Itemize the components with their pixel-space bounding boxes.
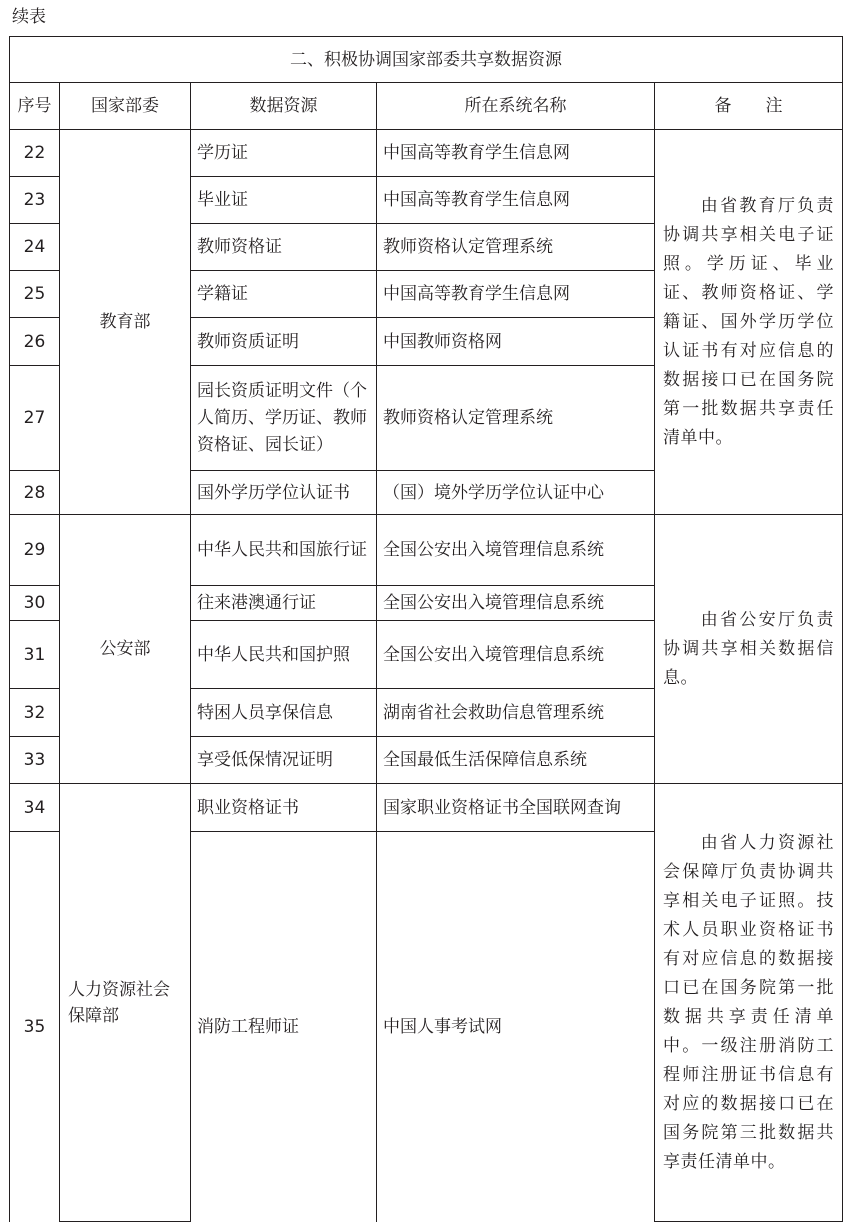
row-index: 32 bbox=[10, 689, 60, 737]
data-resource-cell: 往来港澳通行证 bbox=[191, 586, 377, 621]
remarks-public-security-text: 由省公安厅负责协调共享相关数据信息。 bbox=[663, 609, 835, 688]
system-name-cell: 国家职业资格证书全国联网查询 bbox=[377, 784, 655, 832]
data-resource-cell: 特困人员享保信息 bbox=[191, 689, 377, 737]
ministry-education: 教育部 bbox=[60, 130, 191, 515]
system-name-cell: 全国公安出入境管理信息系统 bbox=[377, 586, 655, 621]
ministry-public-security: 公安部 bbox=[60, 515, 191, 784]
row-index: 28 bbox=[10, 471, 60, 515]
data-resource-cell: 中华人民共和国护照 bbox=[191, 621, 377, 689]
header-index: 序号 bbox=[10, 83, 60, 130]
section-title: 二、积极协调国家部委共享数据资源 bbox=[10, 37, 843, 83]
data-resource-cell: 职业资格证书 bbox=[191, 784, 377, 832]
remarks-public-security bbox=[655, 515, 843, 784]
row-index: 29 bbox=[10, 515, 60, 586]
row-index: 25 bbox=[10, 271, 60, 318]
system-name-cell: 中国人事考试网 bbox=[377, 832, 655, 1222]
system-name-cell: 湖南省社会救助信息管理系统 bbox=[377, 689, 655, 737]
data-resource-cell: 教师资质证明 bbox=[191, 318, 377, 366]
row-index: 33 bbox=[10, 737, 60, 784]
system-name-cell: 中国高等教育学生信息网 bbox=[377, 130, 655, 177]
data-resource-cell: 国外学历学位认证书 bbox=[191, 471, 377, 515]
row-index: 30 bbox=[10, 586, 60, 621]
header-ministry: 国家部委 bbox=[60, 83, 191, 130]
row-index: 34 bbox=[10, 784, 60, 832]
data-resource-cell: 教师资格证 bbox=[191, 224, 377, 271]
row-index: 31 bbox=[10, 621, 60, 689]
row-index: 22 bbox=[10, 130, 60, 177]
row-index: 27 bbox=[10, 366, 60, 471]
system-name-cell: 全国公安出入境管理信息系统 bbox=[377, 515, 655, 586]
remarks-education bbox=[655, 130, 843, 515]
continued-label: 续表 bbox=[12, 7, 46, 27]
system-name-cell: （国）境外学历学位认证中心 bbox=[377, 471, 655, 515]
data-resource-cell: 学籍证 bbox=[191, 271, 377, 318]
data-resource-cell: 园长资质证明文件（个人简历、学历证、教师资格证、园长证） bbox=[191, 366, 377, 471]
data-resource-cell: 享受低保情况证明 bbox=[191, 737, 377, 784]
remarks-human-resources-text: 由省人力资源社会保障厅负责协调共享相关电子证照。技术人员职业资格证书有对应信息的数据接口已在国务院第一批数据共享责任清单中。一级注册消防工程师注册证书信息有对应的数据接口已在国务院第三批数据共享责任清单中。 bbox=[663, 832, 835, 1172]
system-name-cell: 中国高等教育学生信息网 bbox=[377, 177, 655, 224]
remarks-education-text: 由省教育厅负责协调共享相关电子证照。学历证、毕业证、教师资格证、学籍证、国外学历学位认证书有对应信息的数据接口已在国务院第一批数据共享责任清单中。 bbox=[663, 195, 835, 448]
system-name-cell: 中国教师资格网 bbox=[377, 318, 655, 366]
table-row bbox=[10, 784, 843, 832]
system-name-cell: 中国高等教育学生信息网 bbox=[377, 271, 655, 318]
system-name-cell: 全国公安出入境管理信息系统 bbox=[377, 621, 655, 689]
row-index: 35 bbox=[10, 832, 60, 1222]
row-index: 24 bbox=[10, 224, 60, 271]
data-resource-cell: 学历证 bbox=[191, 130, 377, 177]
header-data-resource: 数据资源 bbox=[191, 83, 377, 130]
remarks-human-resources bbox=[655, 784, 843, 1222]
table-row bbox=[10, 130, 843, 177]
table-header-row bbox=[10, 83, 843, 130]
system-name-cell: 教师资格认定管理系统 bbox=[377, 224, 655, 271]
ministry-human-resources: 人力资源社会保障部 bbox=[60, 784, 191, 1222]
row-index: 23 bbox=[10, 177, 60, 224]
system-name-cell: 教师资格认定管理系统 bbox=[377, 366, 655, 471]
header-system-name: 所在系统名称 bbox=[377, 83, 655, 130]
shared-data-resources-table bbox=[9, 36, 843, 1222]
system-name-cell: 全国最低生活保障信息系统 bbox=[377, 737, 655, 784]
header-remarks: 备 注 bbox=[655, 83, 843, 130]
row-index: 26 bbox=[10, 318, 60, 366]
data-resource-cell: 中华人民共和国旅行证 bbox=[191, 515, 377, 586]
data-resource-cell: 消防工程师证 bbox=[191, 832, 377, 1222]
table-row bbox=[10, 515, 843, 586]
data-resource-cell: 毕业证 bbox=[191, 177, 377, 224]
